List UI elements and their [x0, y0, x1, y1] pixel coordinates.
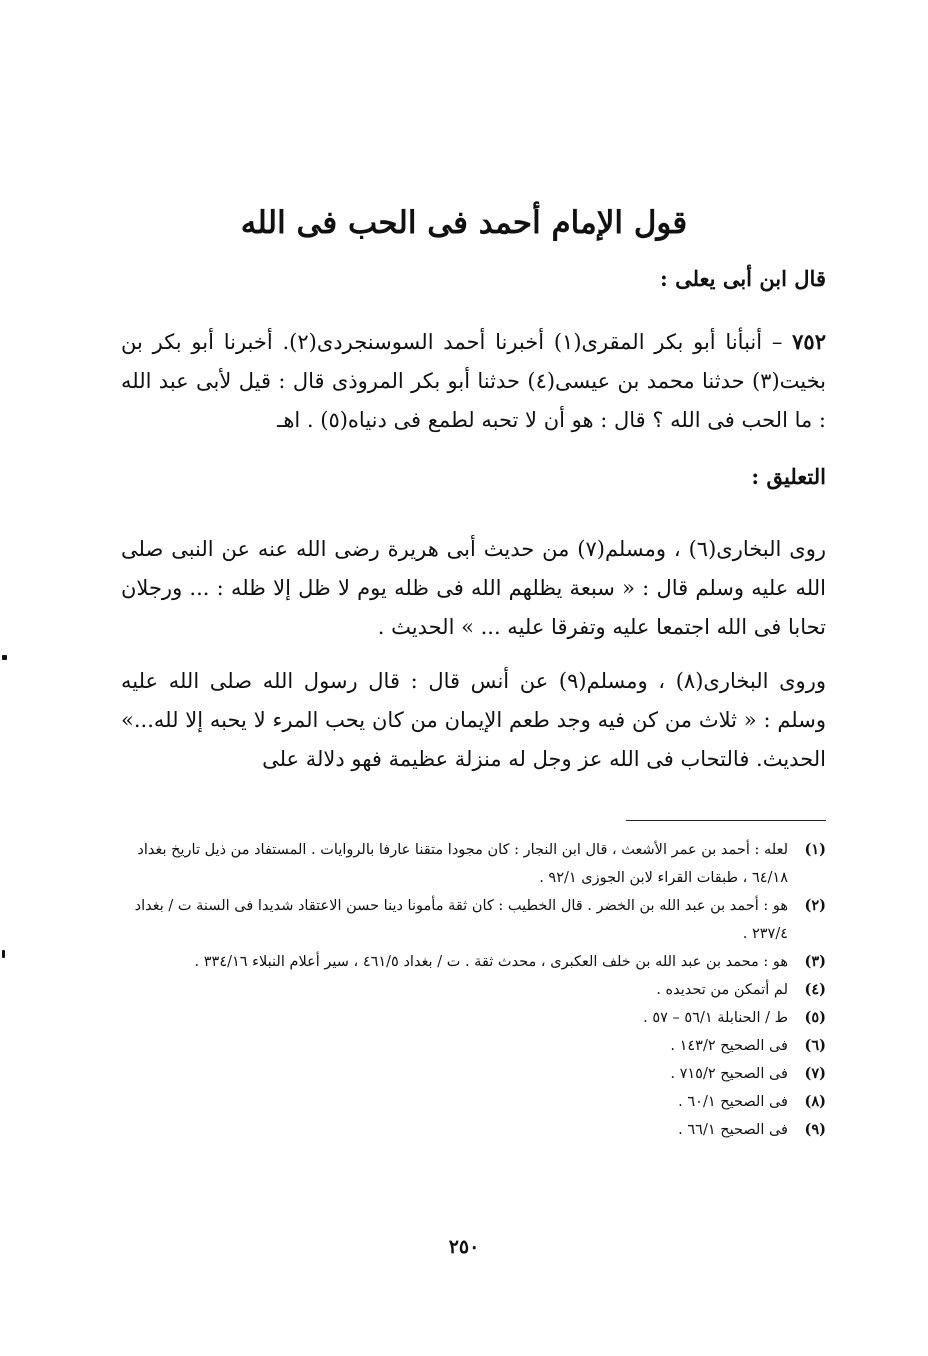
scan-mark	[2, 950, 5, 958]
footnote-text: فى الصحيح ٦٦/١ .	[678, 1122, 788, 1138]
commentary-paragraph-1: روى البخارى(٦) ، ومسلم(٧) من حديث أبى هريرة رضى الله عنه عن النبى صلى الله عليه وسلم قال : « سبعة يظلهم الله فى ظله يوم لا ظل إلا ظله : ... ورجلان تحابا فى الله اجتمعا عليه وتفرقا عليه ... » الحديث .	[121, 537, 826, 639]
hadith-paragraph	[121, 322, 826, 440]
footnote-item	[116, 948, 826, 976]
narrator-heading: قال ابن أبى يعلى :	[660, 266, 826, 291]
footnote-divider	[626, 820, 826, 821]
footnote-item	[116, 836, 826, 892]
footnote-text: لعله : أحمد بن عمر الأشعث ، قال ابن النجار : كان مجودا متقنا عارفا بالروايات . المستفاد من ذيل تاريخ بغداد ٦٤/١٨ ، طبقات القراء لابن الجوزى ٩٢/١ .	[137, 842, 788, 886]
commentary-heading: التعليق :	[751, 464, 826, 489]
footnote-item	[116, 1032, 826, 1060]
footnote-text: هو : أحمد بن عبد الله بن الخضر . قال الخطيب : كان ثقة مأمونا دينا حسن الاعتقاد شديدا فى السنة ت / بغداد ٢٣٧/٤ .	[134, 898, 788, 942]
footnote-mark: (٢)	[804, 897, 826, 914]
page-number: ٢٥٠	[448, 1236, 480, 1258]
footnote-mark: (٣)	[804, 953, 826, 970]
footnote-mark: (٥)	[804, 1009, 826, 1026]
footnote-mark: (٧)	[804, 1065, 826, 1082]
footnote-item	[116, 1088, 826, 1116]
hadith-number: ٧٥٢	[792, 329, 826, 354]
footnote-text: ط / الحنابلة ٥٦/١ – ٥٧ .	[643, 1010, 788, 1026]
chapter-title: قول الإمام أحمد فى الحب فى الله	[240, 205, 688, 241]
footnote-mark: (٦)	[804, 1037, 826, 1054]
footnote-mark: (٤)	[804, 981, 826, 998]
footnote-mark: (١)	[804, 841, 826, 858]
footnote-mark: (٨)	[804, 1093, 826, 1110]
commentary-paragraph-2: وروى البخارى(٨) ، ومسلم(٩) عن أنس قال : قال رسول الله صلى الله عليه وسلم : « ثلاث من كن فيه وجد طعم الإيمان من كان يحب المرء لا يحبه إلا لله...» الحديث. فالتحاب فى الله عز وجل له منزلة عظيمة فهو دلالة على	[121, 669, 826, 771]
footnote-item	[116, 892, 826, 948]
footnote-text: هو : محمد بن عبد الله بن خلف العكبرى ، محدث ثقة . ت / بغداد ٤٦١/٥ ، سير أعلام النبلاء ٣٣٤/١٦ .	[194, 954, 788, 970]
footnote-mark: (٩)	[804, 1121, 826, 1138]
footnote-text: فى الصحيح ١٤٣/٢ .	[670, 1038, 788, 1054]
footnote-item	[116, 976, 826, 1004]
footnote-text: فى الصحيح ٧١٥/٢ .	[670, 1066, 788, 1082]
footnote-item	[116, 1060, 826, 1088]
footnote-text: لم أتمكن من تحديده .	[656, 982, 788, 998]
hadith-text: – أنبأنا أبو بكر المقرى(١) أخبرنا أحمد السوسنجردى(٢). أخبرنا أبو بكر بن بخيت(٣) حدثنا محمد بن عيسى(٤) حدثنا أبو بكر المروذى قال : قيل لأبى عبد الله : ما الحب فى الله ؟ قال : هو أن لا تحبه لطمع فى دنياه(٥) . اهـ	[121, 330, 827, 432]
footnotes-list	[116, 836, 826, 1144]
footnote-text: فى الصحيح ٦٠/١ .	[678, 1094, 788, 1110]
scan-mark	[2, 655, 7, 660]
footnote-item	[116, 1004, 826, 1032]
footnote-item	[116, 1116, 826, 1144]
